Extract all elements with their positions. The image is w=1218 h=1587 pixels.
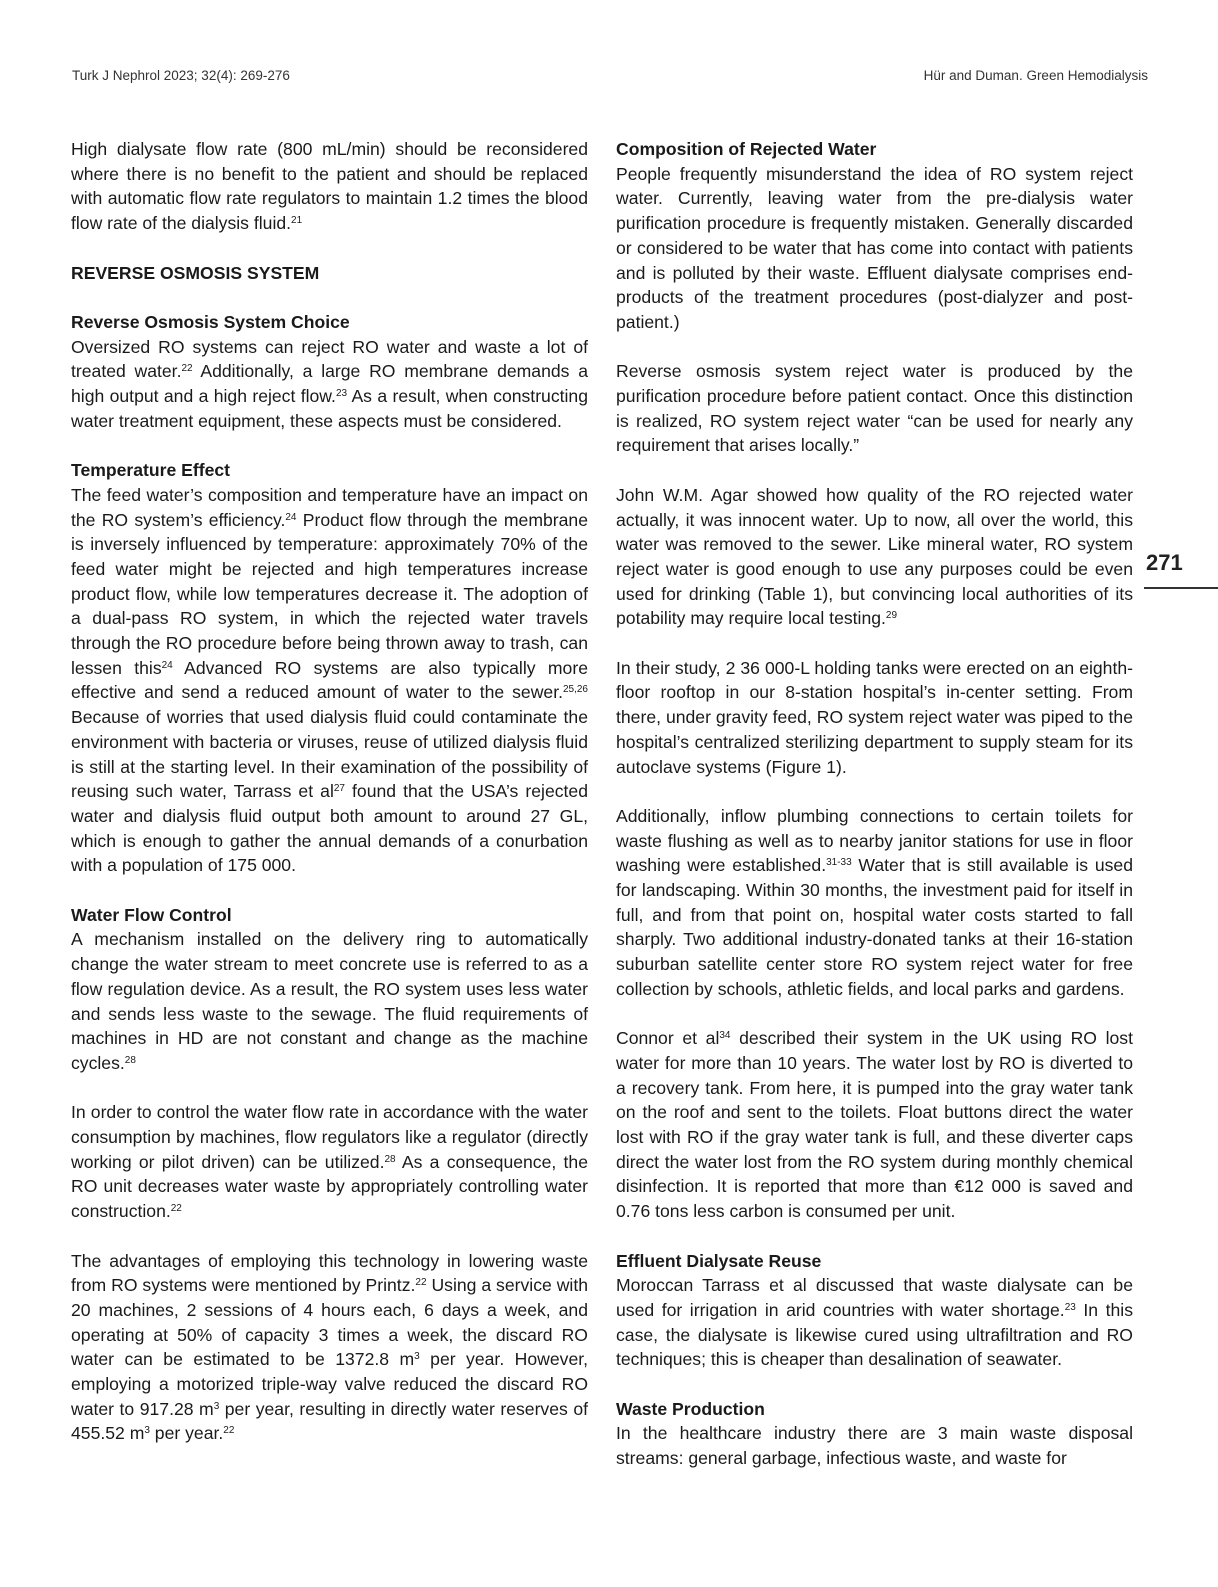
paragraph-plumbing: Additionally, inflow plumbing connections to certain toilets for waste flushing as well as to nearby janitor stations for use in floor washing were established.$^{31-33}$ Water that is still available is used for landscaping. Within 30 months, the investment paid for itself in full, and from that point on, hospital water costs started to fall sharply. Two additional industry-donated tanks at their 16-station suburban satellite center store RO system reject water for free collection by schools, athletic fields, and local parks and gardens.	[616, 805, 1133, 999]
reference-superscript: 21	[291, 215, 303, 227]
paragraph-agar: John W.M. Agar showed how quality of the RO rejected water actually, it was innocent water. Up to now, all over the world, this water was removed to the sewer. Like mineral water, RO system reject water is good enough to use any purposes could be even used for drinking (Table 1), but convincing local authorities of its potability may require local testing.$^{29}$	[616, 484, 1133, 629]
paragraph-flow-regulators: In order to control the water flow rate in accordance with the water consumption by machines, flow regulators like a regulator (directly working or pilot driven) can be utilized.$^{28}$ As a consequence, the RO unit decreases water waste by appropriately controlling water construction.$^{22}$	[71, 1102, 588, 1222]
reference-superscript: 22	[181, 363, 193, 375]
page-number-rule	[1144, 587, 1218, 589]
right-column	[616, 137, 1133, 1496]
paragraph-printz-advantages: The advantages of employing this technology in lowering waste from RO systems were mentioned by Printz.$^{22}$ Using a service with 20 machines, 2 sessions of 4 hours each, 6 days a week, and operating at 50% of capacity 3 times a week, the discard RO water can be estimated to be 1372.8 $m^3$ per year. However, employing a motorized triple-way valve reduced the discard RO water to 917.28 $m^3$ per year, resulting in directly water reserves of 455.52 $m^3$ per year.$^{22}$	[71, 1250, 588, 1444]
subheading-waste-production: Waste Production	[616, 1398, 765, 1419]
running-head-journal: Turk J Nephrol 2023; 32(4): 269-276	[72, 68, 290, 83]
unit-superscript: 3	[414, 1351, 420, 1363]
unit-superscript: 3	[213, 1400, 220, 1412]
left-column	[71, 137, 588, 1471]
paragraph-ro-misunderstanding: People frequently misunderstand the idea of RO system reject water. Currently, leaving water from the pre-dialysis water purification procedure is frequently mistaken. Generally discarded or considered to be water that has come into contact with patients and is polluted by their waste. Effluent dialysate comprises end-products of the treatment procedures (post-dialyzer and post-patient.)	[616, 163, 1133, 332]
reference-superscript: 24	[285, 511, 297, 523]
reference-superscript: 22	[415, 1277, 427, 1289]
paragraph-dialysate-flow: High dialysate flow rate (800 mL/min) should be reconsidered where there is no benefit to the patient and should be replaced with automatic flow rate regulators to maintain 1.2 times the blood flow rate of the dialysis fluid.$^{21}$	[71, 139, 588, 234]
paragraph-temperature-effect: The feed water’s composition and temperature have an impact on the RO system’s efficiency.$^{24}$ Product flow through the membrane is inversely influenced by temperature: approximately 70% of the feed water might be rejected and high temperatures increase product flow, while low temperatures decrease it. The adoption of a dual-pass RO system, in which the rejected water travels through the RO procedure before being thrown away to trash, can lessen this$^{24}$ Advanced RO systems are also typically more effective and send a reduced amount of water to the sewer.$^{25,26}$ Because of worries that used dialysis fluid could contaminate the environment with bacteria or viruses, reuse of utilized dialysis fluid is still at the starting level. In their examination of the possibility of reusing such water, Tarrass et $al^{27}$ found that the USA’s rejected water and dialysis fluid output both amount to around 27 GL, which is enough to gather the annual demands of a conurbation with a population of 175 000.	[71, 484, 588, 876]
reference-superscript: 27	[333, 783, 345, 795]
reference-superscript: 22	[223, 1425, 235, 1437]
reference-superscript: 29	[885, 610, 898, 622]
section-heading-reverse-osmosis: REVERSE OSMOSIS SYSTEM	[71, 262, 320, 283]
reference-superscript: 22	[170, 1203, 182, 1215]
reference-superscript: 23	[1064, 1301, 1076, 1313]
reference-superscript: 23	[335, 388, 348, 399]
reference-superscript: 25,26	[562, 684, 588, 696]
running-head-authors: Hür and Duman. Green Hemodialysis	[923, 68, 1148, 83]
paragraph-effluent-reuse: Moroccan Tarrass et al discussed that waste dialysate can be used for irrigation in arid countries with water shortage.$^{23}$ In this case, the dialysate is likewise cured using ultrafiltration and RO techniques; this is cheaper than desalination of seawater.	[616, 1275, 1133, 1370]
paragraph-connor: Connor et $al^{34}$ described their system in the UK using RO lost water for more than 10 years. The water lost by RO is diverted to a recovery tank. From here, it is pumped into the gray water tank on the roof and sent to the toilets. Float buttons direct the water lost with RO if the gray water tank is full, and these diverter caps direct the water lost from the RO system during monthly chemical disinfection. It is reported that more than €12 000 is saved and 0.76 tons less carbon is consumed per unit.	[616, 1028, 1133, 1222]
subheading-effluent-dialysate-reuse: Effluent Dialysate Reuse	[616, 1250, 822, 1271]
unit-superscript: 3	[144, 1425, 150, 1437]
paragraph-ro-choice: Oversized RO systems can reject RO water and waste a lot of treated water.$^{22}$ Additionally, a large RO membrane demands a high output and a high reject flow.$^{23}$ As a result, when constructing water treatment equipment, these aspects must be considered.	[71, 336, 588, 431]
reference-superscript: 24	[161, 659, 173, 671]
paragraph-flow-regulation: A mechanism installed on the delivery ring to automatically change the water stream to meet concrete use is referred to as a flow regulation device. As a result, the RO system uses less water and sends less waste to the sewage. The fluid requirements of machines in HD are not constant and change as the machine cycles.$^{28}$	[71, 929, 588, 1073]
subheading-water-flow-control: Water Flow Control	[71, 904, 232, 925]
subheading-temperature-effect: Temperature Effect	[71, 460, 231, 481]
page-number: 271	[1146, 550, 1183, 575]
paragraph-holding-tanks: In their study, 2 36 000-L holding tanks were erected on an eighth-floor rooftop in our 8-station hospital’s in-center setting. From there, under gravity feed, RO system reject water was piped to the hospital’s centralized sterilizing department to supply steam for its autoclave systems (Figure 1).	[616, 657, 1133, 777]
reference-superscript: 31-33	[826, 857, 852, 869]
reference-superscript: 28	[384, 1153, 396, 1165]
subheading-ro-system-choice: Reverse Osmosis System Choice	[71, 311, 350, 332]
subheading-composition-rejected-water: Composition of Rejected Water	[616, 139, 877, 159]
reference-superscript: 34	[719, 1030, 731, 1042]
paragraph-ro-reject-water: Reverse osmosis system reject water is produced by the purification procedure before patient contact. Once this distinction is realized, RO system reject water “can be used for nearly any requirement that arises locally.”	[616, 361, 1133, 456]
paragraph-waste-production: In the healthcare industry there are 3 main waste disposal streams: general garbage, infectious waste, and waste for	[616, 1423, 1133, 1469]
reference-superscript: 28	[124, 1054, 136, 1066]
